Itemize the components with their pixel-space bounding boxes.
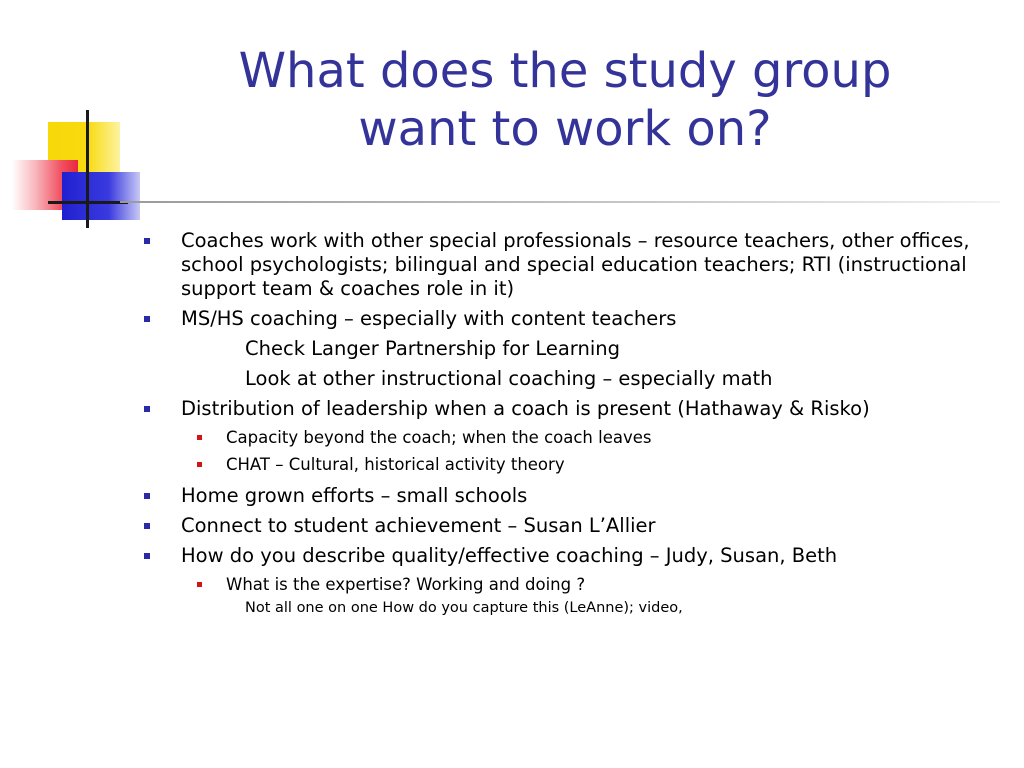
bullet-list [140, 229, 1010, 617]
small-square-bullet-icon [197, 582, 202, 587]
list-item [140, 514, 1010, 538]
square-bullet-icon [144, 553, 150, 559]
list-item-text: Look at other instructional coaching – especially math [245, 367, 773, 390]
logo-vertical-line [86, 110, 89, 228]
square-bullet-icon [144, 238, 150, 244]
blue-square [62, 172, 140, 220]
title-divider [120, 201, 1000, 203]
square-bullet-icon [144, 493, 150, 499]
list-item-indented [140, 367, 1010, 391]
square-bullet-icon [144, 523, 150, 529]
sub-list-item [140, 427, 1010, 449]
list-item-text: Check Langer Partnership for Learning [245, 337, 620, 360]
sub-list-item [140, 454, 1010, 476]
small-square-bullet-icon [197, 462, 202, 467]
slide-title [150, 42, 980, 158]
small-square-bullet-icon [197, 435, 202, 440]
list-item [140, 544, 1010, 568]
list-item-text: MS/HS coaching – especially with content teachers [181, 307, 677, 330]
logo-horizontal-line [48, 201, 128, 204]
square-bullet-icon [144, 406, 150, 412]
list-item [140, 397, 1010, 421]
list-item-indented [140, 337, 1010, 361]
slide-title-line-2: want to work on? [358, 101, 772, 157]
sub-list-item [140, 574, 1010, 596]
list-item-text: How do you describe quality/effective coaching – Judy, Susan, Beth [181, 544, 838, 567]
slide-title-line-1: What does the study group [238, 43, 892, 99]
list-item-text: Coaches work with other special professionals – resource teachers, other offices, school psychologists; bilingual and special education teachers; RTI (instructional support team & coaches role in it) [181, 229, 970, 300]
list-item [140, 229, 1010, 301]
sub-sub-list-item [140, 599, 1010, 617]
sub-list-item-text: What is the expertise? Working and doing ? [226, 575, 586, 594]
list-item-text: Home grown efforts – small schools [181, 484, 528, 507]
sub-list-item-text: Capacity beyond the coach; when the coach leaves [226, 428, 652, 447]
list-item [140, 484, 1010, 508]
square-bullet-icon [144, 316, 150, 322]
list-item-text: Connect to student achievement – Susan L’Allier [181, 514, 656, 537]
list-item-text: Distribution of leadership when a coach is present (Hathaway & Risko) [181, 397, 870, 420]
list-item [140, 307, 1010, 331]
sub-list-item-text: CHAT – Cultural, historical activity theory [226, 455, 565, 474]
sub-sub-list-item-text: Not all one on one How do you capture this (LeAnne); video, [245, 600, 683, 616]
